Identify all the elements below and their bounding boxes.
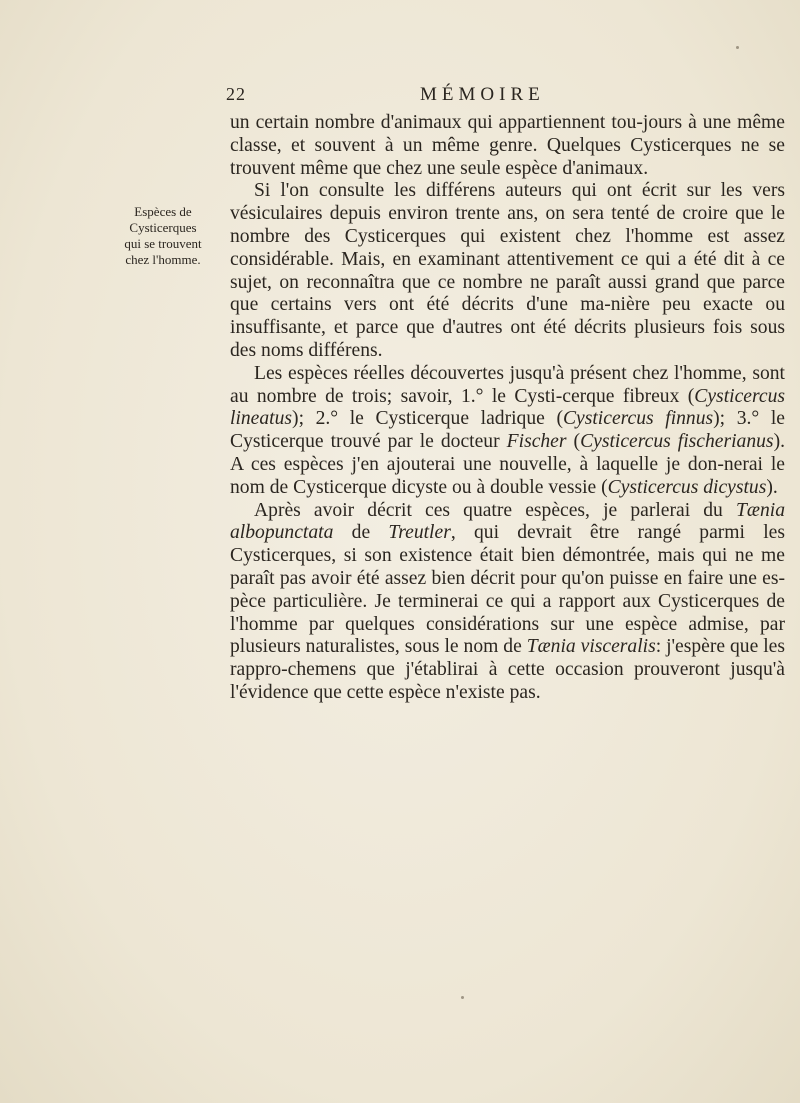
marginal-note-line: chez l'homme. [125, 252, 201, 267]
marginal-note-line: Espèces de [134, 204, 192, 219]
paragraph [230, 180, 785, 362]
page-header [224, 84, 784, 112]
italic-text: Tænia albopunctata [230, 499, 785, 544]
italic-text: Cysticercus dicystus [607, 476, 767, 498]
marginal-note [108, 204, 218, 268]
text-run: ( [566, 431, 581, 453]
ink-speck [461, 996, 464, 999]
text-run: ). [766, 476, 778, 498]
italic-text: Cysticercus fischerianus [580, 431, 774, 453]
text-run: un certain nombre d'animaux qui appartiennent tou-jours à une même classe, et souvent à un même genre. Quelques Cysticerques ne se trouvent même que chez une seule espèce d'animaux. [230, 112, 785, 179]
text-run: de [333, 522, 389, 544]
ink-speck [736, 46, 739, 49]
italic-text: Tænia visceralis [526, 636, 656, 658]
paragraph [230, 363, 785, 500]
text-run: , qui devrait être rangé parmi les Cysticerques, si son existence était bien démontrée, mais qui ne me paraît pas avoir été assez bien décrit pour qu'on puisse en faire une es-pèce particulière. Je terminerai ce qui a rapport aux Cysticerques de l'homme par quelques considérations sur une espèce admise, par plusieurs naturalistes, sous le nom de [230, 522, 785, 658]
marginal-note-line: Cysticerques [129, 220, 197, 235]
text-run: Après avoir décrit ces quatre espèces, je parlerai du [254, 499, 736, 521]
paragraph [230, 500, 785, 705]
text-run: ); 3.° le Cysticerque trouvé par le docteur [230, 408, 785, 453]
text-run: ). A ces espèces j'en ajouterai une nouvelle, à laquelle je don-nerai le nom de Cysticerque dicyste ou à double vessie ( [230, 431, 785, 498]
page-number: 22 [226, 84, 246, 104]
italic-text: Fischer [506, 431, 567, 453]
body-text [230, 112, 785, 705]
marginal-note-line: qui se trouvent [124, 236, 202, 251]
running-title: MÉMOIRE [420, 84, 545, 105]
text-run: Si l'on consulte les différens auteurs qui ont écrit sur les vers vésiculaires depuis environ trente ans, on sera tenté de croire que le nombre des Cysticerques qui existent chez l'homme est assez considérable. Mais, en examinant attentivement ce qui a été dit à ce sujet, on reconnaîtra que ce nombre ne paraît aussi grand que parce que certains vers ont été décrits d'une ma-nière peu exacte ou insuffisante, et parce que d'autres ont été décrits plusieurs fois sous des noms différens. [230, 180, 785, 361]
text-run: : j'espère que les rappro-chemens que j'établirai à cette occasion prouveront jusqu'à l'évidence que cette espèce n'existe pas. [230, 636, 785, 703]
paragraph [230, 112, 785, 180]
text-run: ); 2.° le Cysticerque ladrique ( [292, 408, 563, 430]
text-run: Les espèces réelles découvertes jusqu'à présent chez l'homme, sont au nombre de trois; savoir, 1.° le Cysti-cerque fibreux ( [230, 362, 785, 407]
italic-text: Treutler [388, 522, 451, 544]
italic-text: Cysticercus lineatus [230, 385, 785, 430]
italic-text: Cysticercus finnus [562, 408, 714, 430]
